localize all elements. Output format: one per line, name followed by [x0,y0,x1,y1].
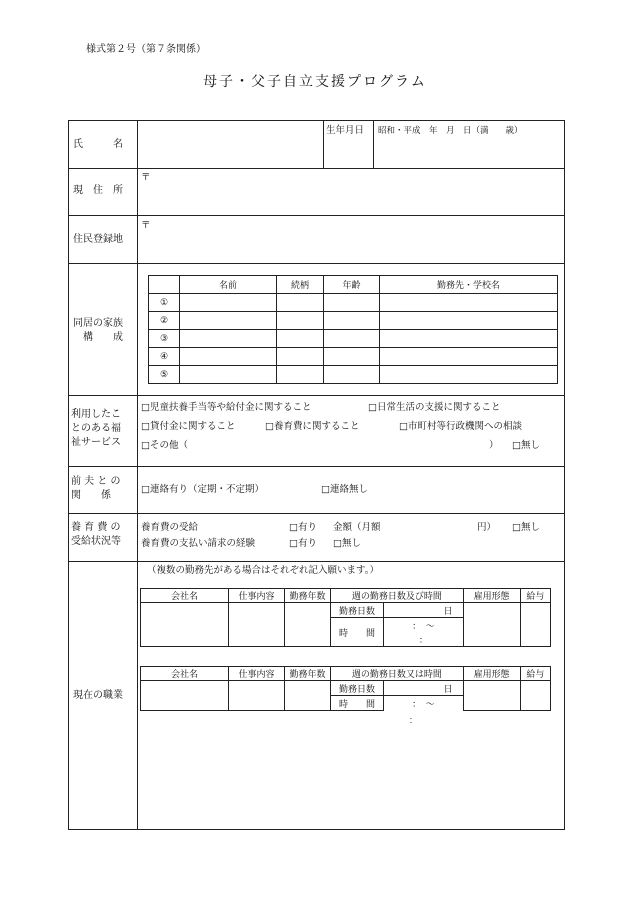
resident-label: 住民登録地 [73,234,123,245]
address-postal: 〒 [141,172,151,183]
job-note: （複数の勤務先がある場合はそれぞれ記入願います。） [147,565,379,576]
support-row2-yes[interactable]: □有り [289,538,317,549]
resident-field[interactable] [138,216,564,263]
support-row1-no[interactable]: □無し [512,522,540,533]
name-label: 氏 名 [73,139,123,150]
family-row: ③ [149,330,558,348]
ex-spouse-label: 前 夫 と の 関 係 [71,476,121,501]
welfare-opt5[interactable]: □市町村等行政機関への相談 [399,421,522,432]
welfare-opt4[interactable]: □養育費に関すること [265,421,360,432]
job-label: 現在の職業 [73,690,123,701]
job2-hours-colon: ： [409,716,418,726]
family-table [148,275,558,384]
address-field[interactable] [138,169,564,215]
support-row1-yen: 円） [477,522,497,533]
family-header-work: 勤務先・学校名 [380,276,558,294]
welfare-opt1[interactable]: □児童扶養手当等や給付金に関すること [141,402,312,413]
support-row2-no[interactable]: □無し [333,538,361,549]
family-row: ② [149,312,558,330]
family-label: 同居の家族 構 成 [73,318,123,343]
address-label: 現 住 所 [73,185,123,196]
family-row: ⑤ [149,366,558,384]
welfare-label: 利用したこ とのある福 祉サービス [71,409,121,448]
support-row1-text: 養育費の受給 [141,522,199,533]
ex-spouse-opt1[interactable]: □連絡有り（定期・不定期） [141,484,264,495]
job-table-2: 会社名 仕事内容 勤務年数 週の勤務日数又は時間 雇用形態 給与 勤務日数 日 時 間 ： ～ [140,666,551,711]
family-header-age: 年齢 [324,276,380,294]
family-header-name: 名前 [180,276,277,294]
support-row2-text: 養育費の支払い請求の経験 [141,538,256,549]
page-title: 母子・父子自立支援プログラム [203,74,427,90]
welfare-opt7[interactable]: □無し [512,440,540,451]
job-table-1: 会社名 仕事内容 勤務年数 週の勤務日数及び時間 雇用形態 給与 勤務日数 日 時 間 ： ～ ： [140,588,551,647]
welfare-opt6[interactable]: □その他（ [141,440,188,451]
welfare-opt2[interactable]: □日常生活の支援に関すること [368,402,501,413]
support-row1-yes[interactable]: □有り [289,522,317,533]
family-row: ① [149,294,558,312]
form-id: 様式第２号（第７条関係） [86,44,206,55]
form-frame [68,120,565,830]
name-field[interactable] [138,121,323,168]
welfare-opt3[interactable]: □貸付金に関すること [141,421,236,432]
support-row1-amount: 金額（月額 [333,522,381,533]
family-header-relation: 続柄 [277,276,324,294]
birth-label: 生年月日 [326,125,365,136]
welfare-opt6-end: ） [489,440,499,451]
child-support-label: 養 育 費 の 受給状況等 [71,522,121,547]
resident-postal: 〒 [141,220,151,231]
ex-spouse-opt2[interactable]: □連絡無し [321,484,368,495]
family-row: ④ [149,348,558,366]
birth-text: 昭和・平成 年 月 日（満 歳） [378,126,523,136]
